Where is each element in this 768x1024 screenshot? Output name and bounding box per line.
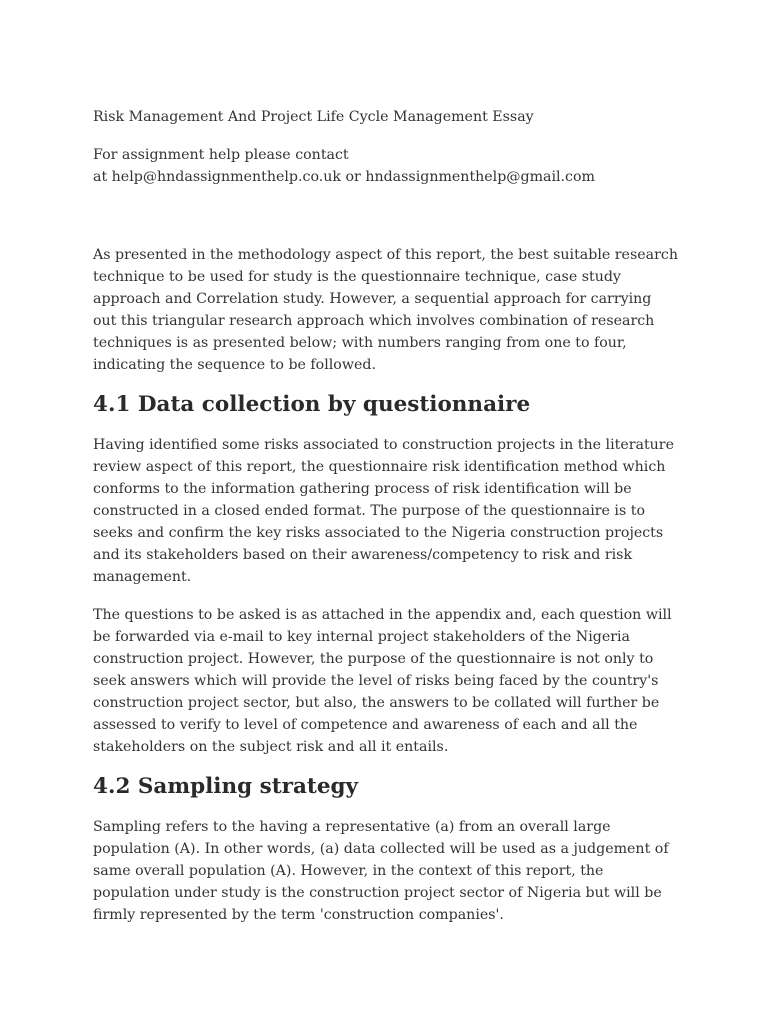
section-1-paragraph-1: Having identified some risks associated to construction projects in the literature review aspect of this report, the questionnaire risk identification method which conforms to the information gathering process of risk identification will be constructed in a closed ended format. The purpose of the questionnaire is to seeks and confirm the key risks associated to the Nigeria construction projects and its stakeholders based on their awareness/competency to risk and risk management.: [93, 437, 674, 585]
section-2-paragraph-1: Sampling refers to the having a representative (a) from an overall large population (A). In other words, (a) data collected will be used as a judgement of same overall population (A). However, in the context of this report, the population under study is the construction project sector of Nigeria but will be firmly represented by the term 'construction companies'.: [93, 819, 669, 923]
intro-paragraph: As presented in the methodology aspect of this report, the best suitable research technique to be used for study is the questionnaire technique, case study approach and Correlation study. However, a sequential approach for carrying out this triangular research approach which involves combination of research techniques is as presented below; with numbers ranging from one to four, indicating the sequence to be followed.: [93, 247, 678, 373]
section-1-paragraph-2: The questions to be asked is as attached in the appendix and, each question will be forwarded via e-mail to key internal project stakeholders of the Nigeria construction project. However, the purpose of the questionnaire is not only to seek answers which will provide the level of risks being faced by the country's construction project sector, but also, the answers to be collated will further be assessed to verify to level of competence and awareness of each and all the stakeholders on the subject risk and all it entails.: [93, 607, 672, 755]
contact-line-2: at help@hndassignmenthelp.co.uk or hndassignmenthelp@gmail.com: [93, 169, 596, 185]
document-title: Risk Management And Project Life Cycle Management Essay: [93, 109, 534, 125]
contact-info: [93, 144, 678, 188]
document-page: [93, 106, 678, 926]
section-heading-data-collection: 4.1 Data collection by questionnaire: [93, 392, 531, 417]
section-heading-sampling-strategy: 4.2 Sampling strategy: [93, 774, 359, 799]
contact-line-1: For assignment help please contact: [93, 147, 349, 163]
